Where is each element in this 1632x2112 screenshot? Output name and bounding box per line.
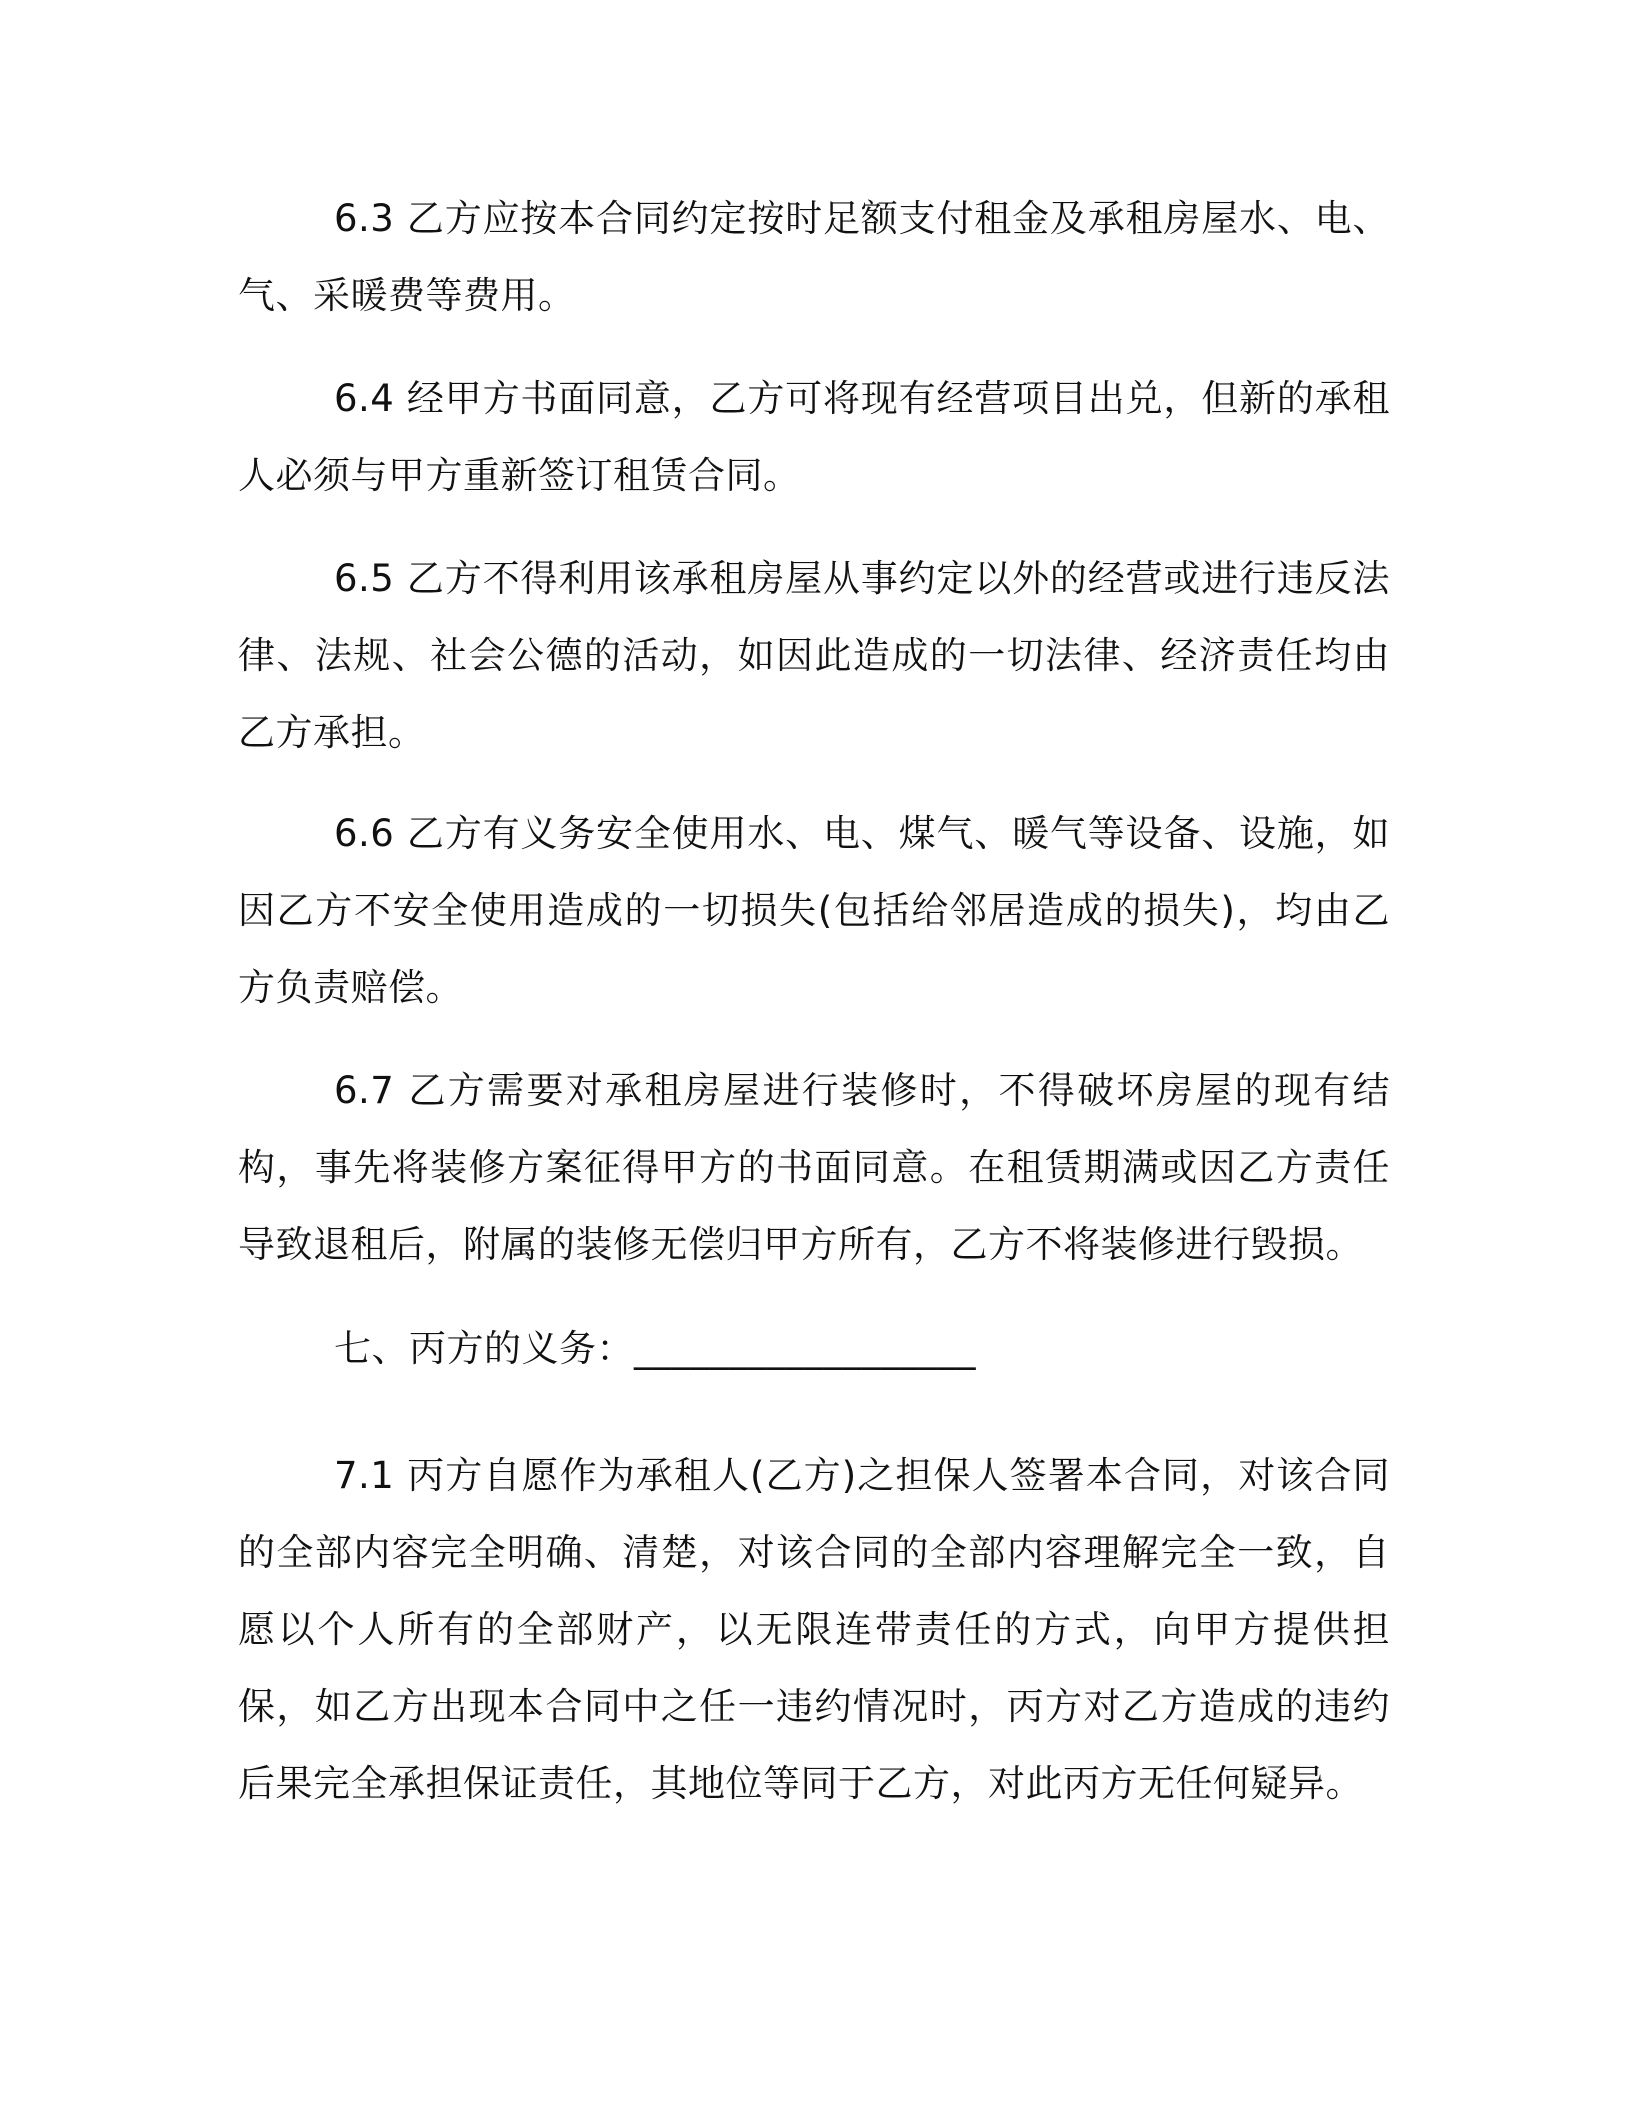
section-7-heading: 七、丙方的义务：__________________ [334,1327,976,1370]
clause-6-6: 6.6 乙方有义务安全使用水、电、煤气、暖气等设备、设施，如因乙方不安全使用造成的一切损失(包括给邻居造成的损失)，均由乙方负责赔偿。 [238,812,1390,1009]
clause-6-7: 6.7 乙方需要对承租房屋进行装修时，不得破坏房屋的现有结构，事先将装修方案征得甲方的书面同意。在租赁期满或因乙方责任导致退租后，附属的装修无偿归甲方所有，乙方不将装修进行毁损。 [238,1069,1390,1266]
clause-6-5: 6.5 乙方不得利用该承租房屋从事约定以外的经营或进行违反法律、法规、社会公德的活动，如因此造成的一切法律、经济责任均由乙方承担。 [238,557,1390,754]
clause-6-3: 6.3 乙方应按本合同约定按时足额支付租金及承租房屋水、电、气、采暖费等费用。 [238,197,1390,317]
clause-7-1: 7.1 丙方自愿作为承租人(乙方)之担保人签署本合同，对该合同的全部内容完全明确、清楚，对该合同的全部内容理解完全一致，自愿以个人所有的全部财产，以无限连带责任的方式，向甲方提供担保，如乙方出现本合同中之任一违约情况时，丙方对乙方造成的违约后果完全承担保证责任，其地位等同于乙方，对此丙方无任何疑异。 [238,1454,1390,1805]
clause-6-4: 6.4 经甲方书面同意，乙方可将现有经营项目出兑，但新的承租人必须与甲方重新签订租赁合同。 [238,377,1390,497]
